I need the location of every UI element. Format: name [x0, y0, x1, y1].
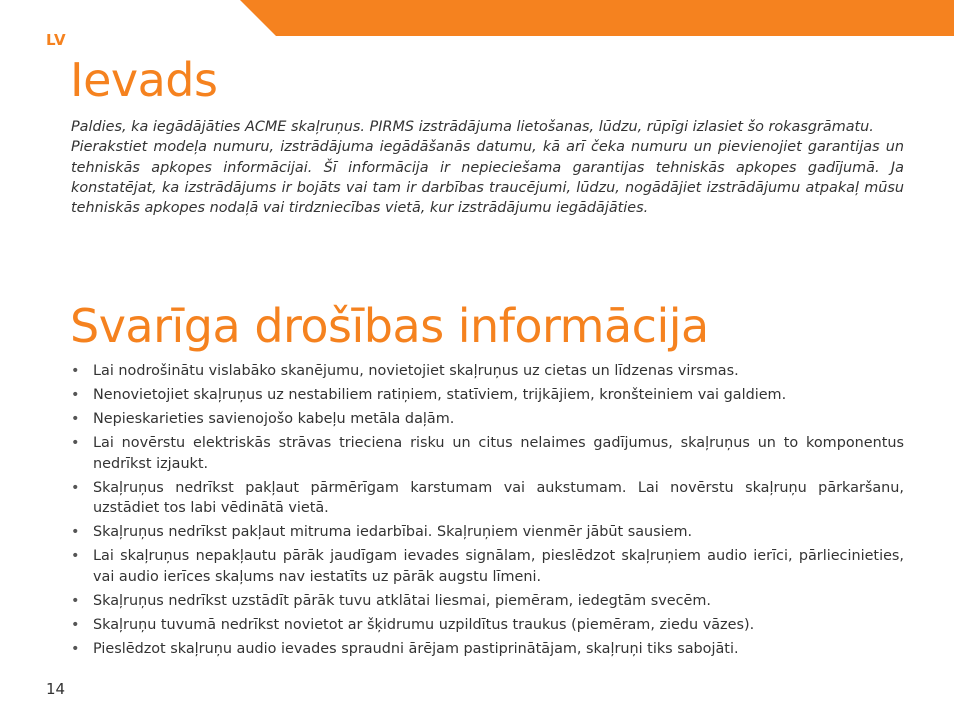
list-item: • Skaļruņu tuvumā nedrīkst novietot ar šķidrumu uzpildītus traukus (piemēram, ziedu vāzes). [71, 615, 904, 636]
list-item: • Lai skaļruņus nepakļautu pārāk jaudīgam ievades signālam, pieslēdzot skaļruņiem audio ierīci, pārliecinieties, vai audio ierīces skaļums nav iestatīts uz pārāk augstu līmeni. [71, 546, 904, 587]
list-item: • Skaļruņus nedrīkst uzstādīt pārāk tuvu atklātai liesmai, piemēram, iedegtām svecēm. [71, 591, 904, 612]
list-item: • Nenovietojiet skaļruņus uz nestabiliem ratiņiem, statīviem, trijkājiem, kronšteiniem vai galdiem. [71, 385, 904, 406]
intro-text [71, 117, 904, 218]
language-tag: LV [46, 31, 67, 49]
list-item: • Nepieskarieties savienojošo kabeļu metāla daļām. [71, 409, 904, 430]
list-item: • Lai nodrošinātu vislabāko skanējumu, novietojiet skaļruņus uz cietas un līdzenas virsmas. [71, 361, 904, 382]
list-item: • Skaļruņus nedrīkst pakļaut mitruma iedarbībai. Skaļruņiem vienmēr jābūt sausiem. [71, 522, 904, 543]
header-accent-bar [240, 0, 954, 36]
intro-title: Ievads [70, 53, 218, 107]
list-item: • Pieslēdzot skaļruņu audio ievades spraudni ārējam pastiprinātājam, skaļruņi tiks sabojāti. [71, 639, 904, 660]
safety-list [71, 361, 904, 663]
list-item: • Skaļruņus nedrīkst pakļaut pārmērīgam karstumam vai aukstumam. Lai novērstu skaļruņu pārkaršanu, uzstādiet tos labi vēdinātā vietā. [71, 478, 904, 519]
list-item: • Lai novērstu elektriskās strāvas trieciena risku un citus nelaimes gadījumus, skaļruņus un to komponentus nedrīkst izjaukt. [71, 433, 904, 474]
page-number: 14 [46, 680, 66, 698]
safety-title: Svarīga drošības informācija [70, 299, 709, 353]
intro-paragraph: Pierakstiet modeļa numuru, izstrādājuma iegādāšanās datumu, kā arī čeka numuru un pievienojiet garantijas un tehniskās apkopes informācijai. Šī informācija ir nepieciešama garantijas tehniskās apkopes gadījumā. Ja konstatējat, ka izstrādājums ir bojāts vai tam ir darbības traucējumi, lūdzu, nogādājiet izstrādājumu atpakaļ mūsu tehniskās apkopes nodaļā vai tirdzniecības vietā, kur izstrādājumu iegādājāties. [71, 139, 904, 217]
intro-paragraph: Paldies, ka iegādājāties ACME skaļruņus. PIRMS izstrādājuma lietošanas, lūdzu, rūpīgi izlasiet šo rokasgrāmatu. [71, 119, 874, 135]
